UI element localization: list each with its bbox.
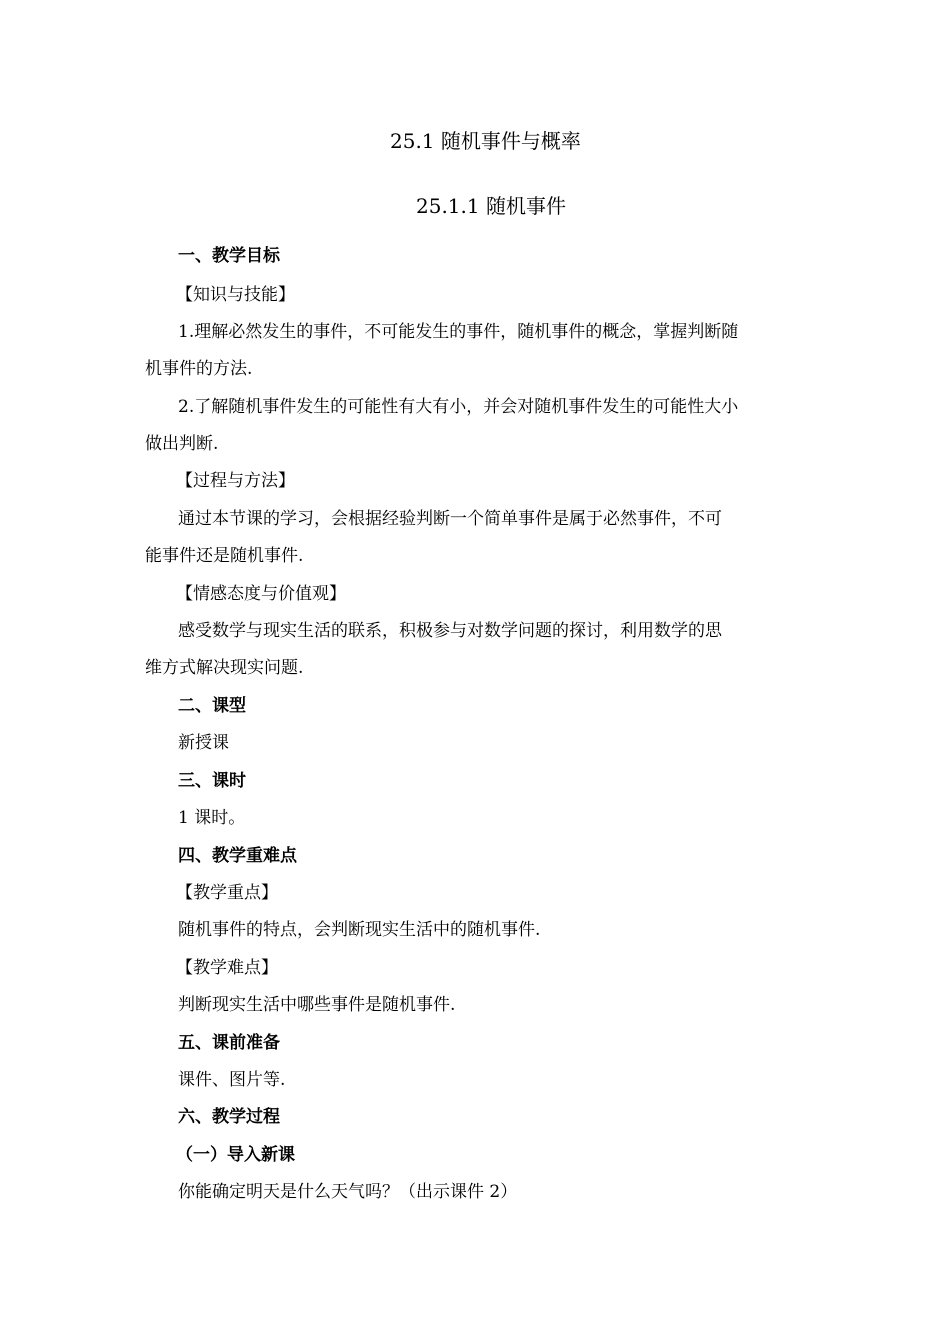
lesson-type-text: 新授课 bbox=[178, 733, 229, 753]
document-subtitle: 25.1.1 随机事件 bbox=[416, 194, 566, 218]
emotion-line-1: 感受数学与现实生活的联系，积极参与对数学问题的探讨，利用数学的思 bbox=[178, 621, 722, 641]
label-emotion-values: 【情感态度与价值观】 bbox=[176, 584, 346, 604]
objective-2-line-1: 2.了解随机事件发生的可能性有大有小，并会对随机事件发生的可能性大小 bbox=[178, 397, 739, 417]
label-difficult-points: 【教学难点】 bbox=[176, 958, 278, 978]
section-heading-process: 六、教学过程 bbox=[178, 1107, 280, 1127]
key-points-text: 随机事件的特点，会判断现实生活中的随机事件. bbox=[178, 920, 541, 940]
section-heading-lesson-type: 二、课型 bbox=[178, 696, 246, 716]
emotion-line-2: 维方式解决现实问题. bbox=[145, 658, 304, 678]
section-heading-objectives: 一、教学目标 bbox=[178, 246, 280, 266]
objective-1-line-2: 机事件的方法. bbox=[145, 359, 253, 379]
periods-text: 1 课时。 bbox=[178, 808, 246, 828]
document-title: 25.1 随机事件与概率 bbox=[390, 129, 581, 153]
preparation-text: 课件、图片等. bbox=[178, 1070, 286, 1090]
objective-2-line-2: 做出判断. bbox=[145, 434, 219, 454]
label-knowledge-skills: 【知识与技能】 bbox=[176, 285, 295, 305]
label-process-methods: 【过程与方法】 bbox=[176, 471, 295, 491]
section-heading-preparation: 五、课前准备 bbox=[178, 1033, 280, 1053]
difficult-points-text: 判断现实生活中哪些事件是随机事件. bbox=[178, 995, 456, 1015]
subsection-heading-intro: （一）导入新课 bbox=[176, 1145, 295, 1165]
objective-1-line-1: 1.理解必然发生的事件，不可能发生的事件，随机事件的概念，掌握判断随 bbox=[178, 322, 739, 342]
process-line-1: 通过本节课的学习，会根据经验判断一个简单事件是属于必然事件，不可 bbox=[178, 509, 722, 529]
intro-text: 你能确定明天是什么天气吗？（出示课件 2） bbox=[178, 1182, 518, 1202]
process-line-2: 能事件还是随机事件. bbox=[145, 546, 304, 566]
section-heading-periods: 三、课时 bbox=[178, 771, 246, 791]
label-key-points: 【教学重点】 bbox=[176, 883, 278, 903]
section-heading-key-difficult: 四、教学重难点 bbox=[178, 846, 297, 866]
